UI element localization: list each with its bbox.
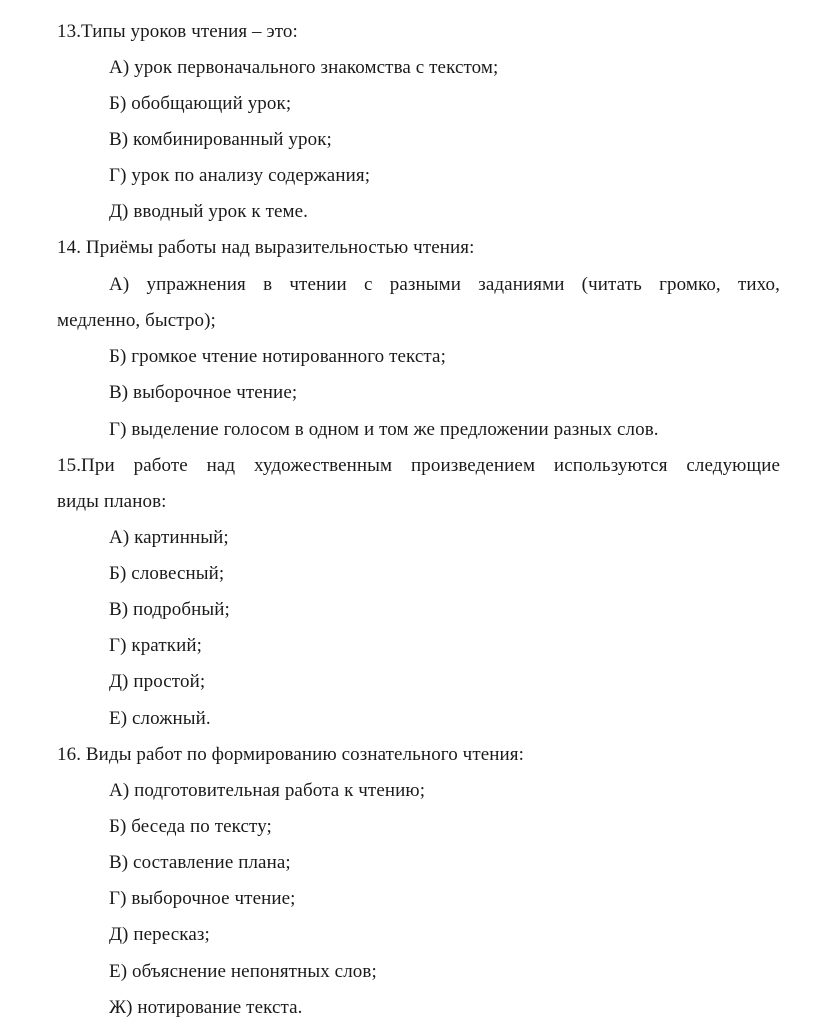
question-16-option-f: Е) объяснение непонятных слов;	[109, 961, 377, 982]
question-15-option-b: Б) словесный;	[109, 563, 225, 584]
question-13-option-d: Г) урок по анализу содержания;	[109, 165, 371, 186]
question-14-option-a-line1: А) упражнения в чтении с разными заданиями (читать громко, тихо,	[109, 274, 780, 295]
question-13-option-c: В) комбинированный урок;	[109, 129, 332, 150]
question-14-option-c: В) выборочное чтение;	[109, 382, 298, 403]
question-16-option-a: А) подготовительная работа к чтению;	[109, 780, 426, 801]
question-13-option-a: А) урок первоначального знакомства с текстом;	[109, 57, 499, 78]
question-15-title-line2: виды планов:	[57, 491, 167, 512]
question-14-title: 14. Приёмы работы над выразительностью чтения:	[57, 237, 475, 258]
question-13-option-e: Д) вводный урок к теме.	[109, 201, 309, 222]
question-16-option-b: Б) беседа по тексту;	[109, 816, 272, 837]
question-16-title: 16. Виды работ по формированию сознательного чтения:	[57, 744, 525, 765]
question-15-option-e: Д) простой;	[109, 671, 206, 692]
question-13-option-b: Б) обобщающий урок;	[109, 93, 292, 114]
question-15-title-line1: 15.При работе над художественным произведением используются следующие	[57, 455, 780, 476]
question-15-option-f: Е) сложный.	[109, 708, 211, 729]
question-13-title: 13.Типы уроков чтения – это:	[57, 21, 298, 42]
question-16-option-d: Г) выборочное чтение;	[109, 888, 296, 909]
question-15-option-d: Г) краткий;	[109, 635, 202, 656]
question-16-option-g: Ж) нотирование текста.	[109, 997, 303, 1018]
question-16-option-e: Д) пересказ;	[109, 924, 210, 945]
question-15-option-c: В) подробный;	[109, 599, 230, 620]
question-16-option-c: В) составление плана;	[109, 852, 291, 873]
question-15-option-a: А) картинный;	[109, 527, 229, 548]
question-14-option-b: Б) громкое чтение нотированного текста;	[109, 346, 446, 367]
question-14-option-d: Г) выделение голосом в одном и том же предложении разных слов.	[109, 419, 659, 440]
question-14-option-a-line2: медленно, быстро);	[57, 310, 216, 331]
